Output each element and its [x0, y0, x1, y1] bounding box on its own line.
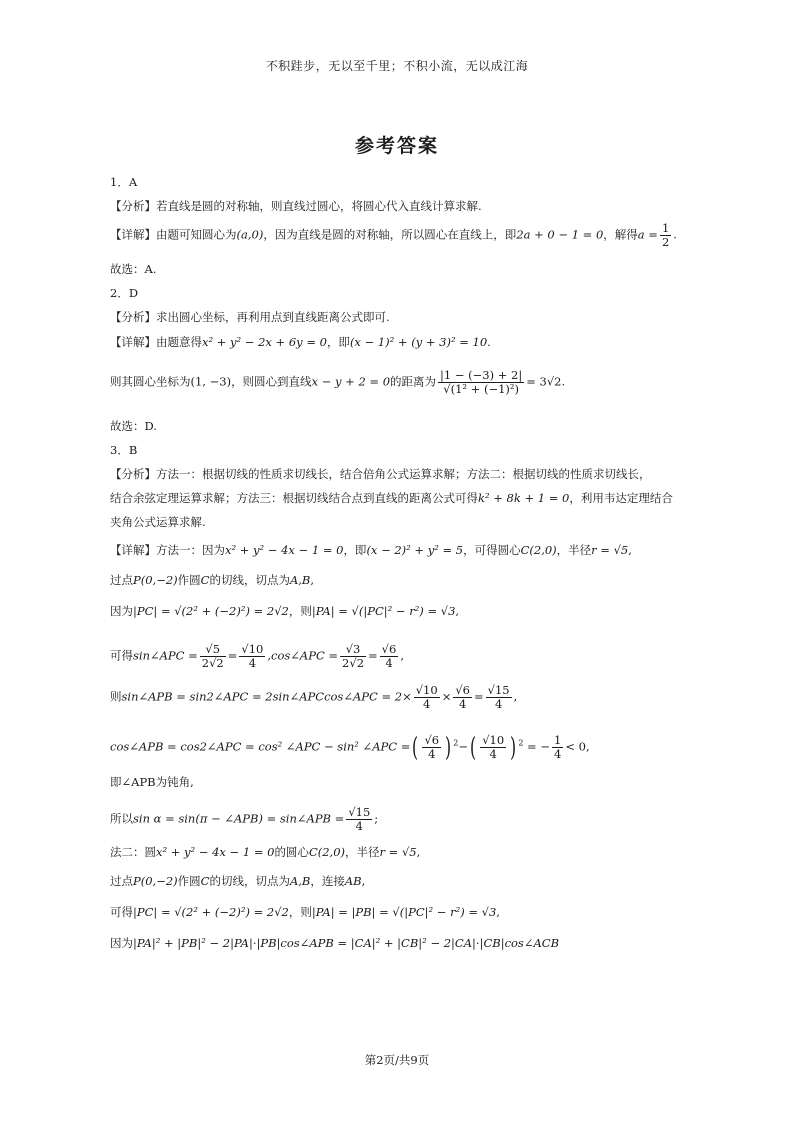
q2-line3-a: 则其圆心坐标为: [110, 374, 191, 389]
q3-l4-a: 可得: [110, 648, 133, 663]
q3-method1-line7: 即∠APB为钝角,: [110, 775, 194, 789]
q1-analysis: 【分析】若直线是圆的对称轴，则直线过圆心，将圆心代入直线计算求解.: [110, 199, 482, 213]
q3-l8-eq: sin α = sin(π − ∠APB) = sin∠APB =: [133, 811, 345, 826]
q3-m2-l2-f: AB: [344, 874, 362, 888]
q3-d1-r: r = √5: [591, 543, 629, 557]
q3-l4-eq: =: [227, 648, 238, 663]
q3-analysis-2: [110, 490, 673, 506]
q3-l6-lt: < 0: [565, 739, 586, 754]
q3-l2-d: 的切线，切点为: [209, 573, 290, 587]
q3-l4-f3d: 2√2: [342, 656, 365, 670]
q3-l8-fn: √15: [348, 805, 371, 819]
q3-m2-l2-a: 过点: [110, 874, 133, 888]
q1-choose: 故选：A.: [110, 262, 157, 276]
q2-line3-b: ，则圆心到直线: [231, 374, 312, 389]
q3-l6-f2d: 4: [489, 747, 497, 761]
q3-l6-frac2: [480, 734, 506, 761]
q3-l5-f3d: 4: [494, 697, 503, 711]
q2-dist-res: = 3√2: [526, 374, 562, 389]
q3-m2-l2-d: 的切线，切点为: [209, 874, 290, 888]
q3-method1-line6: cos∠APB = cos2∠APC = cos² ∠APC − sin² ∠APC =( $\frac{√6}{4}$ ) $^2$−( $\frac{√10}{4}$ ) $^2$ = − $\frac{1}{4}$ < 0,: [110, 732, 590, 763]
q3-l4-f1n: √5: [200, 643, 226, 657]
q2-choose: 故选：D.: [110, 419, 157, 433]
q2-detail-a: 【详解】由题意得: [110, 335, 202, 349]
q1-label: 1．A: [110, 175, 138, 189]
q3-analysis-3: 夹角公式运算求解.: [110, 515, 206, 529]
q3-l2-ab: A,B: [289, 573, 311, 587]
q3-l5-frac3: [486, 684, 512, 711]
q3-l5-f1n: √10: [415, 683, 438, 697]
q3-analysis-2-eq: k² + 8k + 1 = 0: [478, 491, 570, 505]
q3-analysis-1: 【分析】方法一：根据切线的性质求切线长，结合倍角公式运算求解；方法二：根据切线的性质求切线长，: [110, 467, 651, 481]
q1-detail: 【详解】由题可知圆心为(a,0)，因为直线是圆的对称轴，所以圆心在直线上，即2a + 0 − 1 = 0，解得a = $\frac{1}{2}$ .: [110, 221, 677, 249]
q3-l6-f1d: 4: [428, 747, 436, 761]
q3-m2-l4-eq: |PA|² + |PB|² − 2|PA|·|PB|cos∠APB = |CA|² + |CB|² − 2|CA|·|CB|cos∠ACB: [133, 936, 560, 950]
q3-l5-f2n: √6: [455, 683, 470, 697]
q3-l6-f3n: 1: [554, 733, 562, 747]
q3-d1-center: C(2,0): [520, 543, 557, 557]
q2-center: (1, −3): [190, 374, 232, 389]
q3-method1-line1: 【详解】方法一：因为x² + y² − 4x − 1 = 0，即(x − 2)² + y² = 5，可得圆心C(2,0)，半径r = √5,: [110, 543, 632, 557]
q3-l8-frac: [346, 806, 372, 833]
q2-detail: 【详解】由题意得x² + y² − 2x + 6y = 0，即(x − 1)² + (y + 3)² = 10.: [110, 335, 491, 349]
q3-m2-eq: x² + y² − 4x − 1 = 0: [156, 845, 275, 859]
q3-method1-line2: 过点P(0,−2)作圆C的切线，切点为A,B,: [110, 573, 315, 587]
q3-l4-f2n: √10: [241, 642, 264, 656]
q3-l4-frac1: [200, 643, 226, 670]
q3-l4-f1d: 2√2: [201, 656, 224, 670]
page-footer-number: 第2页/共9页: [364, 1053, 430, 1067]
q3-l4-frac3: [340, 643, 366, 670]
q3-l6-f2n: √10: [482, 733, 505, 747]
q3-method2-line1: 法二：圆x² + y² − 4x − 1 = 0的圆心C(2,0)，半径r = √5,: [110, 845, 421, 859]
page-header-motto: 不积跬步，无以至千里；不积小流，无以成江海: [265, 59, 529, 73]
q3-m2-c: ，半径: [345, 845, 380, 859]
q3-l5-f3n: √15: [487, 683, 510, 697]
q3-l3-b: ，则: [288, 604, 312, 618]
q3-analysis-2b: ，利用韦达定理结合: [569, 491, 673, 505]
q3-m2-center: C(2,0): [308, 845, 345, 859]
q3-m2-l4-a: 因为: [110, 936, 133, 950]
q3-l4-f2d: 4: [248, 656, 257, 670]
q3-l6-eq: cos∠APB = cos2∠APC = cos² ∠APC − sin² ∠APC =: [110, 739, 411, 754]
q2-line-eq: x − y + 2 = 0: [311, 374, 391, 389]
q3-l6-frac1: [422, 734, 441, 761]
q1-detail-b: ，因为直线是圆的对称轴，所以圆心在直线上，即: [263, 227, 517, 242]
q3-analysis-2a: 结合余弦定理运算求解；方法三：根据切线结合点到直线的距离公式可得: [110, 491, 478, 505]
q2-dist-den: √(1² + (−1)²): [443, 382, 519, 396]
q3-method1-line3: 因为|PC| = √(2² + (−2)²) = 2√2，则|PA| = √(|PC|² − r²) = √3,: [110, 604, 460, 618]
q2-label: 2．D: [110, 286, 139, 300]
q3-l5-f2d: 4: [458, 697, 467, 711]
q3-l6-f1n: √6: [424, 733, 440, 747]
q1-answer-var: a =: [637, 227, 658, 242]
q3-l2-b: 作圆: [177, 573, 201, 587]
q3-l2-p: P(0,−2): [133, 573, 178, 587]
q1-ans-num: 1: [661, 221, 670, 235]
q3-m2-a: 法二：圆: [110, 845, 156, 859]
q3-l4-f4d: 4: [385, 656, 393, 670]
q3-l3-pa: |PA| = √(|PC|² − r²) = √3: [311, 604, 456, 618]
q2-dist-num: |1 − (−3) + 2|: [440, 368, 523, 382]
q3-l5-eq: sin∠APB = sin2∠APC = 2sin∠APCcos∠APC = 2×: [121, 689, 412, 704]
q3-l6-f3d: 4: [554, 747, 562, 761]
q3-m2-b: 的圆心: [274, 845, 309, 859]
q3-d1-c: ，可得圆心: [463, 543, 521, 557]
q3-l8-fd: 4: [355, 819, 363, 833]
q3-d1-eq2: (x − 2)² + y² = 5: [366, 543, 464, 557]
q3-l4-cos: ,cos∠APC =: [267, 648, 339, 663]
q3-m2-l2-b: 作圆: [177, 874, 201, 888]
q3-d1-d: ，半径: [556, 543, 592, 557]
q3-l5-a: 则: [110, 689, 122, 704]
q3-m2-l2-ab: A,B: [289, 874, 311, 888]
q3-m2-l3-b: ，则: [288, 905, 312, 919]
q2-eq1: x² + y² − 2x + 6y = 0: [202, 335, 327, 349]
q3-l4-frac2: [239, 643, 265, 670]
q2-distance-fraction: [438, 369, 524, 396]
q3-method1-line4: 可得sin∠APC = $\frac{√5}{2√2}$ = $\frac{√10}{4}$ ,cos∠APC = $\frac{√3}{2√2}$ = $\frac{√6}{4}$ ,: [110, 642, 404, 670]
q3-l6-frac3: [552, 734, 563, 761]
q3-l6-minus: −: [458, 739, 469, 754]
q2-eq2: (x − 1)² + (y + 3)² = 10: [349, 335, 488, 349]
q3-l2-c: C: [200, 573, 210, 587]
q3-method1-line5: 则sin∠APB = sin2∠APC = 2sin∠APCcos∠APC = 2× $\frac{√10}{4}$ × $\frac{√6}{4}$ = $\frac{√15}{4}$ ,: [110, 683, 518, 711]
q3-d1-eq1: x² + y² − 4x − 1 = 0: [225, 543, 344, 557]
q3-l8-a: 所以: [110, 811, 133, 826]
q2-line3-c: 的距离为: [390, 374, 437, 389]
q3-l5-frac1: [414, 684, 440, 711]
q3-m2-l3-a: 可得: [110, 905, 133, 919]
q3-m2-l3-pc: |PC| = √(2² + (−2)²) = 2√2: [133, 905, 289, 919]
q3-m2-l2-e: ，连接: [310, 874, 345, 888]
q3-l2-a: 过点: [110, 573, 133, 587]
q1-answer-fraction: [660, 222, 671, 249]
q3-method2-line3: 可得|PC| = √(2² + (−2)²) = 2√2，则|PA| = |PB| = √(|PC|² − r²) = √3,: [110, 905, 500, 919]
q3-method2-line2: 过点P(0,−2)作圆C的切线，切点为A,B，连接AB,: [110, 874, 366, 888]
q3-l3-pc: |PC| = √(2² + (−2)²) = 2√2: [133, 604, 289, 618]
q3-method2-line4: [110, 935, 559, 951]
q3-l3-a: 因为: [110, 604, 133, 618]
q1-center: (a,0): [236, 227, 264, 242]
q3-m2-l3-pa: |PA| = |PB| = √(|PC|² − r²) = √3: [311, 905, 497, 919]
q1-eq: 2a + 0 − 1 = 0: [516, 227, 604, 242]
page-title: 参考答案: [354, 135, 439, 157]
q3-label: 3．B: [110, 443, 138, 457]
q3-d1-b: ，即: [343, 543, 367, 557]
q2-analysis: 【分析】求出圆心坐标，再利用点到直线距离公式即可.: [110, 310, 390, 324]
q3-method1-line8: 所以sin α = sin(π − ∠APB) = sin∠APB = $\frac{√15}{4}$ ;: [110, 805, 379, 833]
q3-l4-f3n: √3: [340, 643, 366, 657]
q3-l5-frac2: [453, 684, 472, 711]
q3-d1-a: 【详解】方法一：因为: [110, 543, 225, 557]
q3-m2-l2-c: C: [200, 874, 210, 888]
q3-m2-l2-p: P(0,−2): [133, 874, 178, 888]
q1-detail-a: 【详解】由题可知圆心为: [110, 227, 237, 242]
q3-m2-r: r = √5: [379, 845, 417, 859]
q3-l4-sin: sin∠APC =: [133, 648, 198, 663]
q3-l5-x: ×: [441, 689, 452, 704]
q1-ans-den: 2: [661, 235, 670, 249]
q3-l4-f4n: √6: [381, 642, 397, 656]
q2-distance-line: 则其圆心坐标为(1, −3)，则圆心到直线x − y + 2 = 0的距离为 $\frac{|1 - (-3) + 2|}{\text{√(1² + (−1)²)}}$ = 3√2.: [110, 368, 566, 396]
q3-l4-frac4: [380, 643, 399, 670]
q2-detail-b: ，即: [326, 335, 350, 349]
q3-l5-f1d: 4: [423, 697, 431, 711]
q1-detail-c: ，解得: [603, 227, 638, 242]
